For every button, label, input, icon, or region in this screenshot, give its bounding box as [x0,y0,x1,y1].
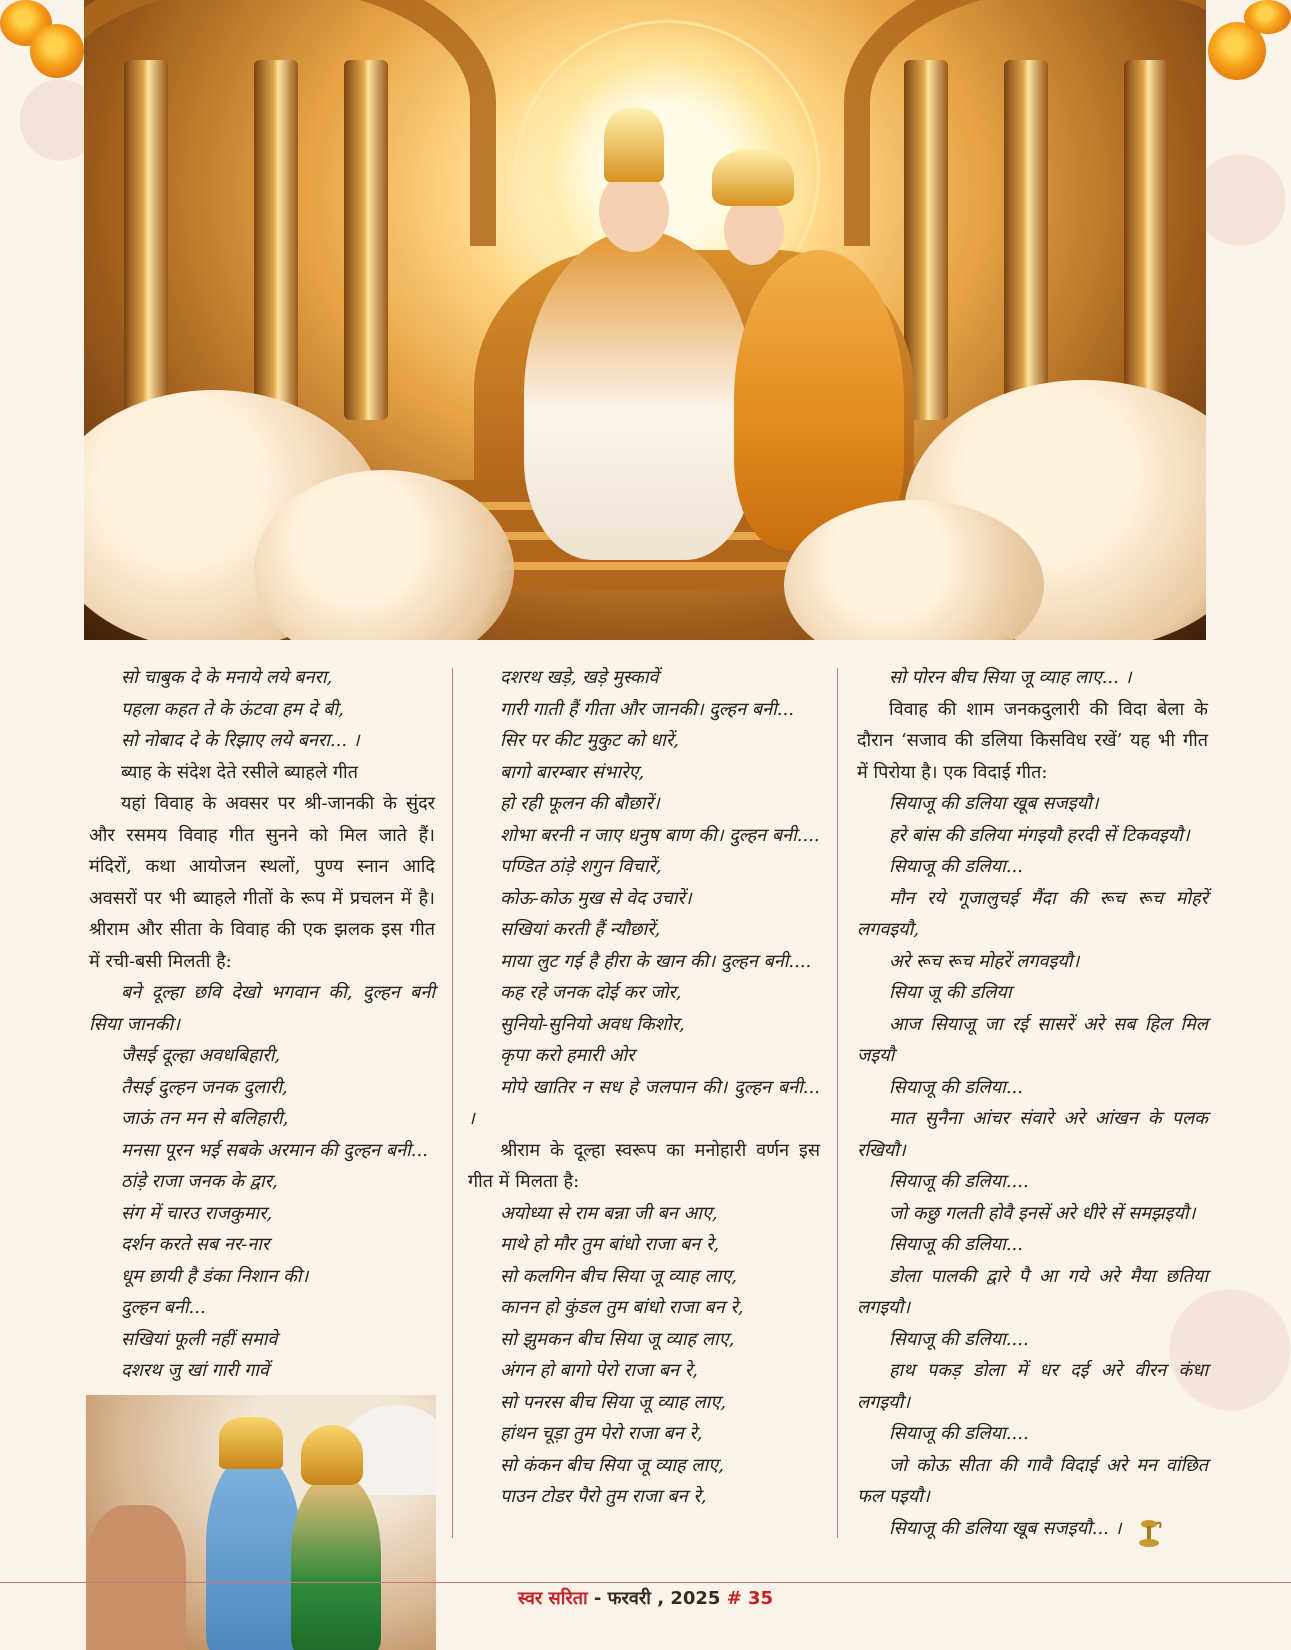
verse-line: सियाजू की डलिया खूब सजइयौ... । [889,1517,1122,1539]
pillar [124,60,168,420]
verse-line: सियाजू की डलिया... [889,856,1023,877]
verse-line: गारी गाती हैं गीता और जानकी। दुल्हन बनी... [500,698,794,720]
paragraph: हाथ पकड़ डोला में धर दई अरे वीरन कंधा लगइयौ। [857,1360,1208,1413]
pillar [1004,60,1048,420]
verse-line: कोऊ-कोऊ मुख से वेद उचारें। [500,887,692,909]
paragraph: यहां विवाह के अवसर पर श्री-जानकी के सुंदर और रसमय विवाह गीत सुनने को मिल जाते हैं। मंदिरों, कथा आयोजन स्थलों, पुण्य स्नान आदि अवसरों पर भी ब्याहले गीतों के रूप में प्रचलन में है। श्रीराम और सीता के विवाह की एक झलक इस गीत में रची-बसी मिलती है: [89,793,435,972]
verse-line: सो कलगिन बीच सिया जू व्याह लाए, [500,1265,737,1287]
marigold-flower-icon [30,24,84,78]
sita-crown [301,1425,363,1485]
hero-illustration [84,0,1206,640]
paragraph: ब्याह के संदेश देते रसीले ब्याहले गीत [121,761,358,783]
paragraph: मात सुनैना आंचर संवारे अरे आंखन के पलक रखियौ। [857,1108,1208,1161]
verse-line: मनसा पूरन भई सबके अरमान की दुल्हन बनी... [121,1139,428,1161]
ram-head [599,170,669,252]
ram-crown [219,1417,283,1469]
paragraph: विवाह की शाम जनकदुलारी की विदा बेला के दौरान ‘सजाव की डलिया किसविध रखें’ यह भी गीत में पिरोया है। एक विदाई गीत: [857,698,1208,783]
verse-line: धूम छायी है डंका निशान की। [121,1265,309,1287]
pillar [344,60,388,420]
verse-line: सो पोरन बीच सिया जू व्याह लाए... । [889,667,1132,688]
verse-line: दशरथ खड़े, खड़े मुस्कावें [500,667,659,688]
ram-figure [206,1455,301,1650]
verse-line: जैसई दूल्हा अवधबिहारी, [121,1045,281,1066]
footer-rule [0,1582,1291,1583]
text-column-3 [857,662,1208,1544]
lamp-icon [1136,1518,1162,1548]
verse-line: जाऊं तन मन से बलिहारी, [121,1108,289,1129]
crowd [86,1505,186,1650]
pillar [254,60,298,420]
paragraph: डोला पालकी द्वारे पै आ गये अरे मैया छतिया लगइयौ। [857,1265,1208,1318]
sita-crown [712,148,794,206]
verse-line: सखियां करती हैं न्यौछारें, [500,919,661,940]
paragraph: जो कोऊ सीता की गावै विदाई अरे मन वांछित फल पइयौ। [857,1454,1208,1507]
verse-line: माया लुट गई है हीरा के खान की। दुल्हन बनी.... [500,950,812,972]
verse-line: सखियां फूली नहीं समावे [121,1328,278,1350]
verse-line: दर्शन करते सब नर-नार [121,1234,270,1255]
text-column-1 [89,662,435,1387]
verse-line: तैसई दुल्हन जनक दुलारी, [121,1076,288,1098]
verse-line: अरे रूच रूच मोहरें लगवइयौ। [889,950,1080,972]
verse-line: सियाजू की डलिया.... [889,1423,1029,1444]
paragraph: शोभा बरनी न जाए धनुष बाण की। दुल्हन बनी.... [500,824,820,846]
verse-line: सो चाबुक दे के मनाये लये बनरा, [121,667,333,688]
paragraph: आज सियाजू जा रई सासरें अरे सब हिल मिल जइयौ [857,1013,1208,1066]
verse-line: माथे हो मौर तुम बांधो राजा बन रे, [500,1234,720,1255]
verse-line: जो कछु गलती होवै इनसें अरे धीरे सें समझइयौ। [889,1202,1196,1224]
inset-illustration [86,1395,436,1650]
verse-line: सिया जू की डलिया [889,982,1012,1003]
verse-line: पहला कहत ते के ऊंटवा हम दे बी, [121,698,344,720]
verse-line: बागो बारम्बार संभारेए, [500,761,645,783]
verse-line: हांथन चूड़ा तुम पेरो राजा बन रे, [500,1423,703,1444]
verse-line: कानन हो कुंडल तुम बांधो राजा बन रे, [500,1297,744,1318]
verse-line: सो नोबाद दे के रिझाए लये बनरा... । [121,730,360,751]
verse-line: सियाजू की डलिया... [889,1234,1023,1255]
verse-line: कह रहे जनक दोई कर जोर, [500,982,682,1003]
verse-line: सो कंकन बीच सिया जू व्याह लाए, [500,1454,724,1476]
verse-line: संग में चारउ राजकुमार, [121,1202,273,1224]
paragraph: मोपे खातिर न सध हे जलपान की। दुल्हन बनी... । [468,1076,820,1129]
paragraph: बने दूल्हा छवि देखो भगवान की, दुल्हन बनी सिया जानकी। [89,982,435,1035]
verse-line: ठांड़े राजा जनक के द्वार, [121,1171,278,1192]
page-footer [0,1586,1291,1610]
page-number: # 35 [720,1588,774,1609]
column-divider [452,668,453,1538]
verse-line: सो पनरस बीच सिया जू व्याह लाए, [500,1391,726,1413]
verse-line: पण्डित ठांड़े शगुन विचारें, [500,856,662,877]
ram-figure [524,230,754,560]
magazine-name: स्वर सरिता [517,1588,588,1609]
verse-line: सिर पर कीट मुकुट को धारें, [500,730,679,751]
verse-line: दशरथ जु खां गारी गावें [121,1360,269,1381]
pillar [1124,60,1168,420]
verse-line: अयोध्या से राम बन्ना जी बन आए, [500,1202,718,1224]
paragraph: मौन रये गूजालुचई मैंदा की रूच रूच मोहरें लगवइयौ, [857,887,1208,940]
verse-line: सियाजू की डलिया... [889,1076,1023,1098]
issue-date: फरवरी , 2025 [607,1588,721,1609]
verse-line: कृपा करो हमारी ओर [500,1045,635,1066]
verse-line: सो झुमकन बीच सिया जू व्याह लाए, [500,1328,735,1350]
column-divider [837,668,838,1538]
text-column-2 [468,662,820,1513]
verse-line: हरे बांस की डलिया मंगइयौ हरदी सें टिकवइयौ। [889,824,1190,846]
ram-crown [604,108,664,182]
verse-line: सियाजू की डलिया.... [889,1171,1029,1192]
verse-line: सियाजू की डलिया खूब सजइयौ। [889,793,1099,814]
marigold-flower-icon [1244,0,1291,34]
footer-separator: - [587,1588,608,1609]
verse-line: सुनियो-सुनियो अवध किशोर, [500,1013,685,1035]
verse-line: हो रही फूलन की बौछारें। [500,793,660,814]
verse-line: अंगन हो बागो पेरो राजा बन रे, [500,1360,698,1381]
paragraph: श्रीराम के दूल्हा स्वरूप का मनोहारी वर्णन इस गीत में मिलता है: [468,1139,820,1192]
verse-line: सियाजू की डलिया.... [889,1328,1029,1350]
sita-figure [291,1475,381,1650]
verse-line: दुल्हन बनी... [121,1297,206,1318]
verse-line: पाउन टोडर पैरो तुम राजा बन रे, [500,1486,707,1507]
